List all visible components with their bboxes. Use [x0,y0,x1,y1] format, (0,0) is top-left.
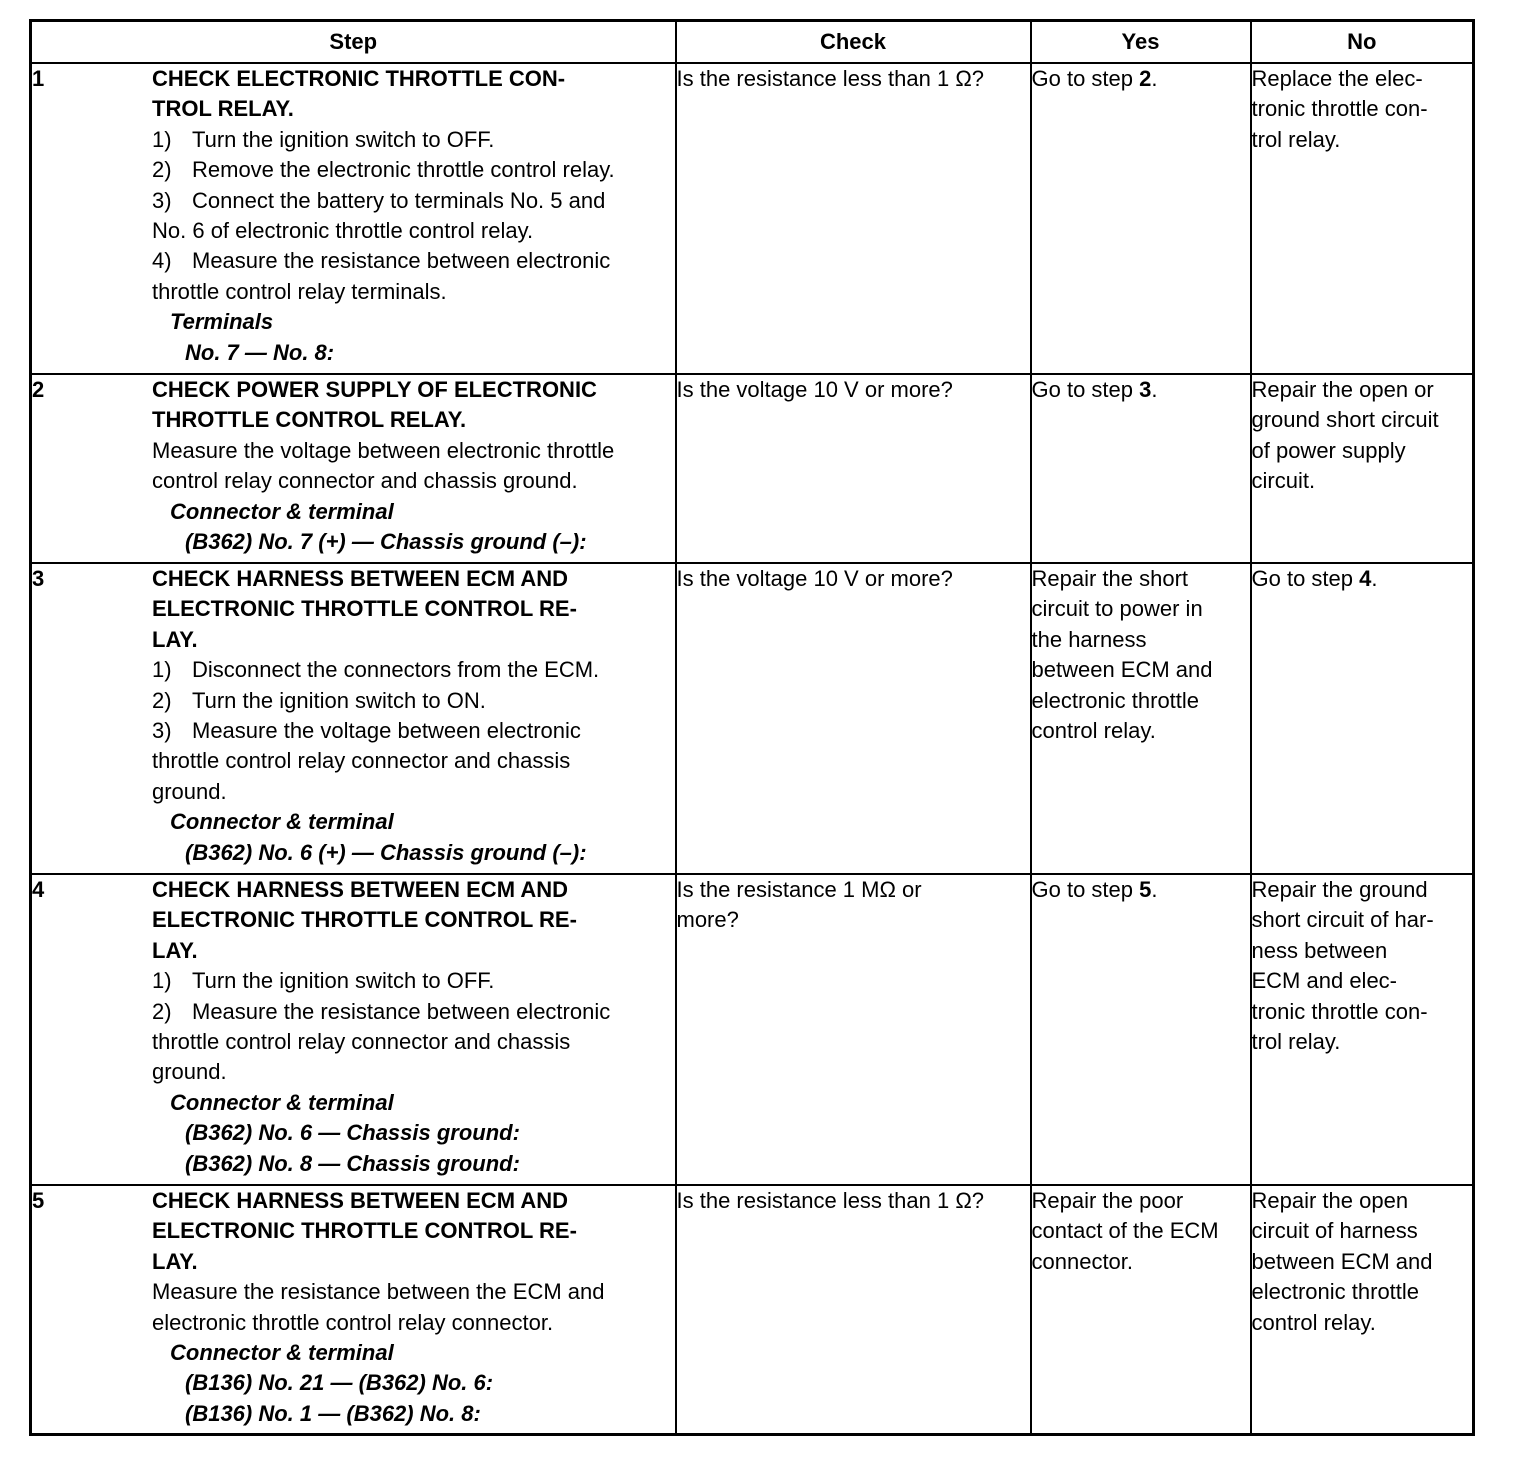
check-text: Is the resistance less than 1 Ω? [676,1188,984,1213]
step-title-line: CHECK HARNESS BETWEEN ECM AND [152,877,568,902]
header-check: Check [676,21,1031,64]
no-cell [1251,1185,1474,1434]
procedure-line [152,966,675,996]
procedure-number: 2) [152,998,172,1024]
yes-text: connector. [1031,1248,1134,1274]
spec-label: Connector & terminal [170,498,394,524]
yes-text: Repair the short [1031,566,1189,591]
procedure-number: 1) [152,657,172,683]
procedure-line [152,216,675,246]
step-reference: 3 [1139,377,1152,402]
spec-line: No. 7 — No. 8: [185,339,335,365]
procedure-text: Measure the resistance between electronic [192,248,611,274]
procedure-line [152,746,675,776]
step-cell [31,874,676,1185]
spec-label: Connector & terminal [170,1089,394,1115]
header-row [31,21,1474,64]
step-number: 2 [32,377,45,402]
procedure-line [152,1277,675,1307]
no-text: Replace the elec- [1251,66,1423,91]
procedure-line [152,1057,675,1087]
yes-text: control relay. [1031,718,1156,744]
procedure-line [152,155,675,185]
procedure-text: No. 6 of electronic throttle control relay. [152,218,534,244]
yes-cell [1031,874,1251,1185]
header-yes: Yes [1031,21,1251,64]
step-title-line: CHECK ELECTRONIC THROTTLE CON- [152,66,566,91]
no-cell [1251,563,1474,874]
yes-text: Go to step 2. [1031,66,1158,91]
no-text: Repair the ground [1251,877,1428,902]
spec-label: Terminals [170,309,274,335]
spec-label: Connector & terminal [170,809,394,835]
procedure-line [152,1308,675,1338]
yes-text: Repair the poor [1031,1188,1184,1213]
procedure-line [152,277,675,307]
procedure-line [152,186,675,216]
spec-label: Connector & terminal [170,1340,394,1366]
yes-text: Go to step 5. [1031,877,1158,902]
procedure-text: control relay connector and chassis ground. [152,468,578,494]
no-text: ECM and elec- [1251,968,1398,994]
check-text: more? [676,907,739,933]
no-text: ness between [1251,937,1388,963]
procedure-line [152,716,675,746]
check-cell [676,563,1031,874]
yes-cell [1031,63,1251,374]
procedure-text: throttle control relay connector and chassis [152,748,571,774]
no-text: circuit. [1251,468,1316,494]
procedure-text: ground. [152,1059,227,1085]
procedure-line [152,997,675,1027]
step-cell [31,563,676,874]
no-text: Repair the open [1251,1188,1409,1213]
table-row [31,1185,1474,1434]
step-cell [31,63,676,374]
yes-text: circuit to power in [1031,596,1203,622]
table-row [31,374,1474,563]
yes-text: contact of the ECM [1031,1218,1219,1244]
procedure-text: Measure the voltage between electronic throttle [152,437,615,463]
procedure-number: 1) [152,126,172,152]
step-title-line: CHECK POWER SUPPLY OF ELECTRONIC [152,377,597,402]
spec-line: (B136) No. 1 — (B362) No. 8: [185,1400,481,1426]
spec-line: (B136) No. 21 — (B362) No. 6: [185,1370,494,1396]
header-no: No [1251,21,1474,64]
no-text: Repair the open or [1251,377,1434,402]
yes-text: Go to step 3. [1031,377,1158,402]
check-text: Is the voltage 10 V or more? [676,566,953,591]
procedure-number: 1) [152,968,172,994]
no-text: trol relay. [1251,1029,1341,1055]
procedure-line [152,466,675,496]
procedure-text: throttle control relay connector and chassis [152,1029,571,1055]
procedure-number: 3) [152,718,172,744]
table-row [31,563,1474,874]
procedure-line [152,777,675,807]
step-title-line: LAY. [152,937,198,963]
procedure-text: Disconnect the connectors from the ECM. [192,657,600,683]
step-title-line: ELECTRONIC THROTTLE CONTROL RE- [152,907,577,933]
spec-line: (B362) No. 8 — Chassis ground: [185,1150,520,1176]
procedure-text: Measure the resistance between electronic [192,998,611,1024]
no-text: trol relay. [1251,126,1341,152]
no-text: between ECM and [1251,1248,1433,1274]
no-text: short circuit of har- [1251,907,1434,933]
no-cell [1251,63,1474,374]
check-text: Is the resistance less than 1 Ω? [676,66,984,91]
no-text: control relay. [1251,1309,1376,1335]
procedure-line [152,655,675,685]
procedure-text: Measure the voltage between electronic [192,718,581,744]
no-cell [1251,374,1474,563]
yes-cell [1031,563,1251,874]
check-cell [676,1185,1031,1434]
procedure-text: throttle control relay terminals. [152,278,447,304]
procedure-text: Remove the electronic throttle control relay. [192,157,615,183]
yes-text: between ECM and [1031,657,1213,683]
diagnostic-table [29,19,1475,1436]
procedure-line [152,125,675,155]
check-text: Is the voltage 10 V or more? [676,377,953,402]
spec-line: (B362) No. 6 — Chassis ground: [185,1120,520,1146]
step-title-line: LAY. [152,1248,198,1274]
table-body [31,63,1474,1434]
procedure-text: Turn the ignition switch to OFF. [192,968,495,994]
spec-line: (B362) No. 7 (+) — Chassis ground (–): [185,529,587,555]
no-cell [1251,874,1474,1185]
yes-cell [1031,1185,1251,1434]
step-reference: 5 [1139,877,1152,902]
yes-text: the harness [1031,626,1147,652]
no-text: electronic throttle [1251,1279,1420,1305]
procedure-text: Turn the ignition switch to ON. [192,687,486,713]
check-text: Is the resistance 1 MΩ or [676,877,922,902]
check-cell [676,374,1031,563]
procedure-text: Turn the ignition switch to OFF. [192,126,495,152]
no-text: of power supply [1251,437,1406,463]
check-cell [676,63,1031,374]
table-row [31,63,1474,374]
step-number: 4 [32,877,45,902]
step-cell [31,1185,676,1434]
step-number: 1 [32,66,45,91]
table-row [31,874,1474,1185]
no-text: tronic throttle con- [1251,96,1428,122]
step-title-line: THROTTLE CONTROL RELAY. [152,407,467,433]
step-title-line: ELECTRONIC THROTTLE CONTROL RE- [152,1218,577,1244]
step-number: 3 [32,566,45,591]
procedure-number: 4) [152,248,172,274]
procedure-line [152,1027,675,1057]
step-reference: 2 [1139,66,1152,91]
spec-line: (B362) No. 6 (+) — Chassis ground (–): [185,839,587,865]
check-cell [676,874,1031,1185]
no-text: tronic throttle con- [1251,998,1428,1024]
procedure-text: electronic throttle control relay connector. [152,1309,554,1335]
procedure-number: 3) [152,187,172,213]
no-text: Go to step 4. [1251,566,1378,591]
header-step: Step [31,21,676,64]
step-title-line: CHECK HARNESS BETWEEN ECM AND [152,1188,568,1213]
step-cell [31,374,676,563]
step-title-line: TROL RELAY. [152,96,294,122]
step-title-line: ELECTRONIC THROTTLE CONTROL RE- [152,596,577,622]
yes-text: electronic throttle [1031,687,1200,713]
procedure-line [152,246,675,276]
no-text: circuit of harness [1251,1218,1418,1244]
procedure-text: Connect the battery to terminals No. 5 and [192,187,606,213]
step-title-line: LAY. [152,626,198,652]
yes-cell [1031,374,1251,563]
procedure-number: 2) [152,687,172,713]
procedure-text: Measure the resistance between the ECM and [152,1279,605,1305]
step-reference: 4 [1359,566,1372,591]
procedure-line [152,436,675,466]
procedure-number: 2) [152,157,172,183]
procedure-text: ground. [152,778,227,804]
procedure-line [152,686,675,716]
no-text: ground short circuit [1251,407,1439,433]
step-number: 5 [32,1188,45,1213]
step-title-line: CHECK HARNESS BETWEEN ECM AND [152,566,568,591]
